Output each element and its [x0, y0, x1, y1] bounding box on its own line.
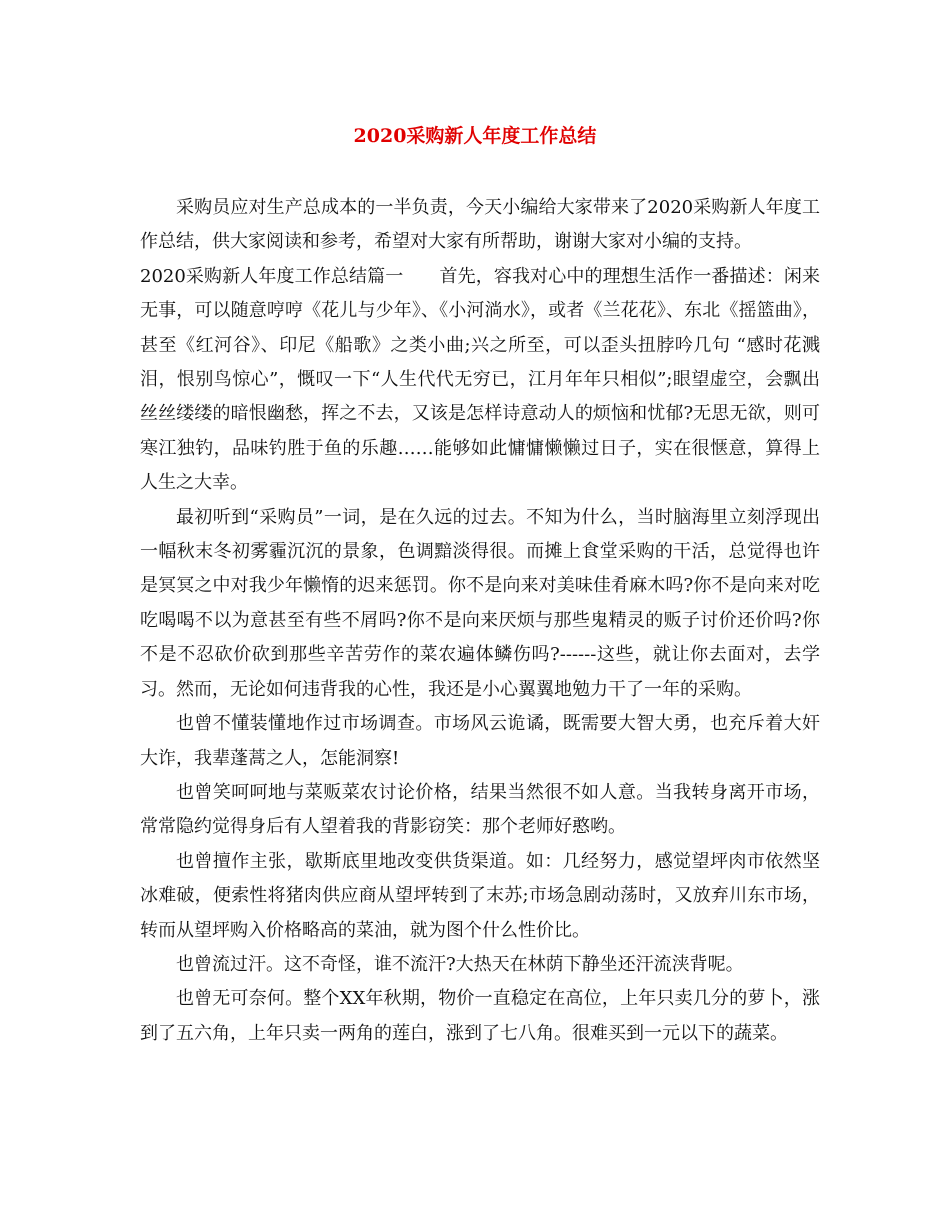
document-body — [140, 191, 820, 1051]
paragraph: 也曾擅作主张，歇斯底里地改变供货渠道。如：几经努力，感觉望坪肉市依然坚冰难破，便索性将猪肉供应商从望坪转到了末苏;市场急剧动荡时，又放弃川东市场，转而从望坪购入价格略高的菜油，就为图个什么性价比。 — [140, 850, 820, 941]
section-heading: 2020采购新人年度工作总结篇一 — [140, 265, 404, 287]
paragraph: 也曾流过汗。这不奇怪，谁不流汗?大热天在林荫下静坐还汗流浃背呢。 — [176, 953, 744, 975]
paragraph: 最初听到“采购员”一词，是在久远的过去。不知为什么，当时脑海里立刻浮现出一幅秋末冬初雾霾沉沉的景象，色调黯淡得很。而摊上食堂采购的干活，总觉得也许是冥冥之中对我少年懒惰的迟来惩罚。你不是向来对美味佳肴麻木吗?你不是向来对吃吃喝喝不以为意甚至有些不屑吗?你不是向来厌烦与那些鬼精灵的贩子讨价还价吗?你不是不忍砍价砍到那些辛苦劳作的菜农遍体鳞伤吗?------这些，就让你去面对，去学习。然而，无论如何违背我的心性，我还是小心翼翼地勉力干了一年的采购。 — [140, 506, 820, 700]
paragraph: 也曾笑呵呵地与菜贩菜农讨论价格，结果当然很不如人意。当我转身离开市场，常常隐约觉得身后有人望着我的背影窃笑：那个老师好憨哟。 — [140, 781, 820, 838]
paragraph: 也曾无可奈何。整个XX年秋期，物价一直稳定在高位，上年只卖几分的萝卜，涨到了五六角，上年只卖一两角的莲白，涨到了七八角。很难买到一元以下的蔬菜。 — [140, 988, 820, 1044]
intro-text: 采购员应对生产总成本的一半负责，今天小编给大家带来了2020采购新人年度工作总结，供大家阅读和参考，希望对大家有所帮助，谢谢大家对小编的支持。 — [140, 197, 820, 253]
paragraph-intro — [140, 191, 820, 260]
paragraph-section-one — [140, 260, 820, 501]
section-first-text: 首先，容我对心中的理想生活作一番描述：闲来无事，可以随意哼哼《花儿与少年》、《小河淌水》，或者《兰花花》、东北《摇篮曲》，甚至《红河谷》、印尼《船歌》之类小曲;兴之所至，可以歪头扭脖吟几句 “感时花溅泪，恨别鸟惊心”，慨叹一下“人生代代无穷已，江月年年只相似”;眼望虚空，会飘出丝丝缕缕的暗恨幽愁，挥之不去，又该是怎样诗意动人的烦恼和忧郁?无思无欲，则可寒江独钓，品味钓胜于鱼的乐趣……能够如此慵慵懒懒过日子，实在很惬意，算得上人生之大幸。 — [140, 265, 821, 494]
paragraph: 也曾不懂装懂地作过市场调查。市场风云诡谲，既需要大智大勇，也充斥着大奸大诈，我辈蓬蒿之人，怎能洞察! — [140, 713, 820, 769]
document-title: 2020采购新人年度工作总结 — [353, 125, 597, 147]
